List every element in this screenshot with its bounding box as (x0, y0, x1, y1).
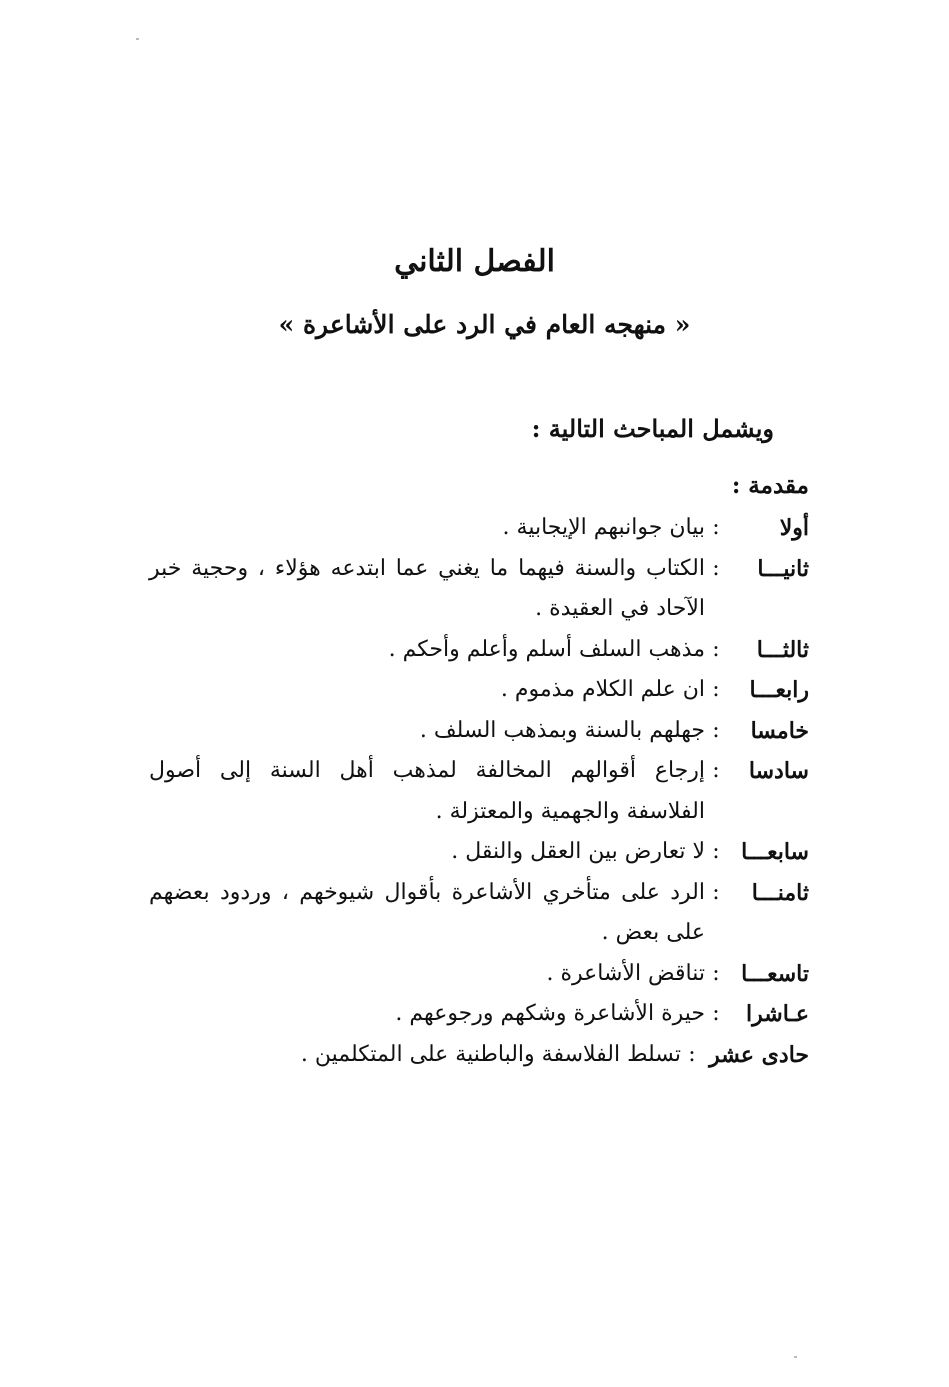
item-label: تاسعـــا (741, 960, 809, 987)
chapter-title: الفصل الثاني (394, 244, 555, 279)
list-item (149, 954, 809, 995)
list-item (149, 1035, 809, 1076)
item-label: ثالثـــا (756, 636, 809, 663)
list-item (149, 670, 809, 711)
item-text: جهلهم بالسنة وبمذهب السلف . (419, 717, 705, 743)
item-label: سابعـــا (741, 839, 809, 865)
item-colon: : (712, 555, 720, 581)
item-text: ان علم الكلام مذموم . (500, 677, 705, 702)
item-text: تناقض الأشاعرة . (546, 960, 705, 986)
item-colon: : (712, 717, 720, 743)
item-label: رابعـــا (749, 677, 809, 703)
intro-line: ويشمل المباحث التالية : (531, 414, 774, 443)
item-colon: : (712, 677, 720, 702)
item-text: لا تعارض بين العقل والنقل . (451, 839, 705, 864)
item-text: بيان جوانبهم الإيجابية . (502, 515, 705, 540)
item-label: سادسا (748, 758, 809, 784)
item-colon: : (688, 1041, 696, 1067)
item-colon: : (712, 636, 720, 662)
list-item (149, 630, 809, 671)
item-text: تسلط الفلاسفة والباطنية على المتكلمين . (300, 1041, 681, 1067)
item-label: ثانيـــا (757, 555, 809, 582)
list-item (149, 508, 809, 549)
list-item (149, 994, 809, 1035)
item-colon: : (712, 1001, 720, 1026)
item-text: إرجاع أقوالهم المخالفة لمذهب أهل السنة إلى أصول الفلاسفة والجهمية والمعتزلة . (149, 758, 705, 824)
item-text: حيرة الأشاعرة وشكهم ورجوعهم . (395, 1001, 705, 1026)
topics-list (149, 508, 809, 1075)
scan-speck (794, 1356, 797, 1358)
item-label: ثامنـــا (751, 879, 809, 906)
item-colon: : (712, 960, 720, 986)
item-label: عـاشرا (746, 1001, 809, 1027)
list-item (149, 711, 809, 752)
list-item (149, 832, 809, 873)
item-colon: : (712, 758, 720, 783)
chapter-subtitle: « منهجه العام في الرد على الأشاعرة » (278, 310, 691, 339)
item-colon: : (712, 879, 720, 905)
item-label: حادى عشر (709, 1041, 809, 1068)
item-text: الرد على متأخري الأشاعرة بأقوال شيوخهم ، وردود بعضهم على بعض . (149, 879, 705, 945)
item-label: أولا (779, 515, 809, 541)
item-text: مذهب السلف أسلم وأعلم وأحكم . (388, 636, 705, 662)
list-item (149, 751, 809, 832)
item-text: الكتاب والسنة فيهما ما يغني عما ابتدعه هؤلاء ، وحجية خبر الآحاد في العقيدة . (149, 555, 705, 621)
item-colon: : (712, 839, 720, 864)
list-item (149, 873, 809, 954)
section-introduction-heading: مقدمة : (731, 472, 809, 499)
scan-speck (136, 38, 139, 40)
list-item (149, 549, 809, 630)
item-colon: : (712, 515, 720, 540)
item-label: خامسا (750, 717, 809, 744)
